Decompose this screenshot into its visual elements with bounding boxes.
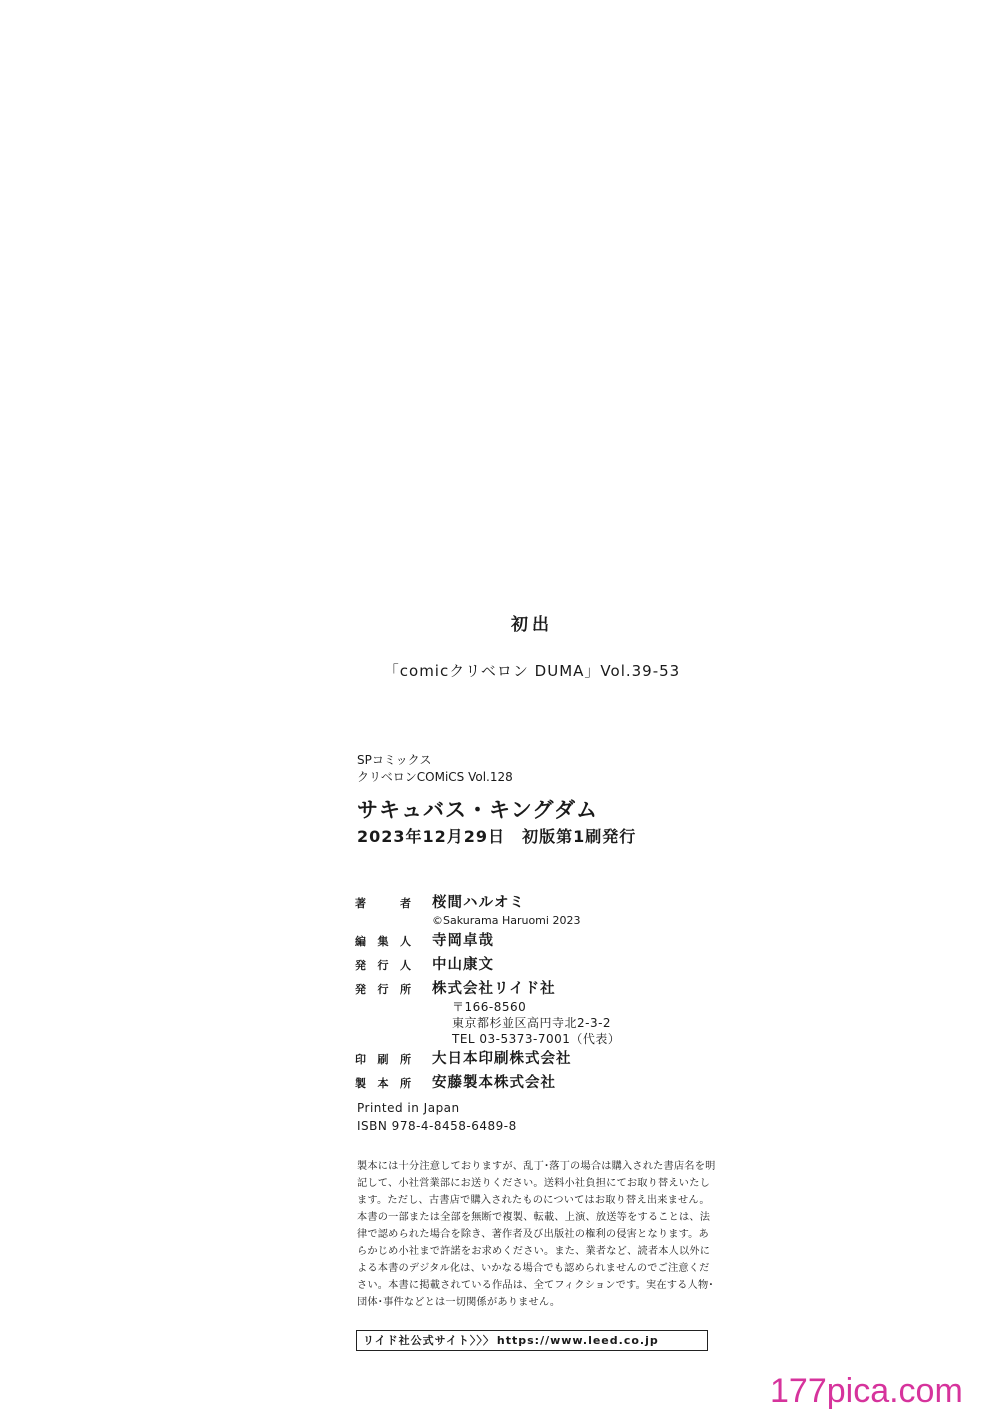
- credit-row-issuer: [355, 952, 685, 976]
- credit-row-author: [355, 890, 685, 914]
- series-line-1: SPコミックス: [357, 753, 432, 767]
- publisher-address: 東京都杉並区高円寺北2-3-2: [452, 1016, 612, 1030]
- publication-date: 2023年12月29日 初版第1刷発行: [357, 827, 637, 846]
- credits-block-3: [355, 1046, 685, 1094]
- author-name: 桜間ハルオミ: [432, 895, 525, 911]
- editor-label: 編 集 人: [355, 935, 411, 948]
- legal-notice: 製本には十分注意しておりますが、乱丁･落丁の場合は購入された書店名を明記して、小社営業部にお送りください。送料小社負担にてお取り替えいたします。ただし、古書店で購入されたものについてはお取り替え出来ません。本書の一部または全部を無断で複製、転載、上演、放送等をすることは、法律で認められた場合を除き、著作者及び出版社の権利の侵害となります。あらかじめ小社まで許諾をお求めください。また、業者など、読者本人以外による本書のデジタル化は、いかなる場合でも認められませんのでご注意ください。本書に掲載されている作品は、全てフィクションです。実在する人物･団体･事件などとは一切関係がありません。: [357, 1161, 716, 1308]
- binder-label: 製 本 所: [355, 1077, 411, 1090]
- credit-row-publisher: [355, 976, 685, 1000]
- copyright-line: ©Sakurama Haruomi 2023: [432, 914, 581, 927]
- website-url[interactable]: https://www.leed.co.jp: [496, 1334, 659, 1347]
- issuer-label: 発 行 人: [355, 959, 411, 972]
- watermark: 177pica.com: [770, 1372, 963, 1410]
- series-line-2: クリベロンCOMiCS Vol.128: [357, 770, 513, 784]
- publisher-name: 株式会社リイド社: [432, 981, 556, 997]
- credits-block: [355, 890, 685, 914]
- publisher-tel: TEL 03-5373-7001（代表）: [452, 1032, 621, 1046]
- credit-row-binder: [355, 1070, 685, 1094]
- website-link[interactable]: [356, 1330, 708, 1351]
- editor-name: 寺岡卓哉: [432, 933, 494, 949]
- isbn-line: ISBN 978-4-8458-6489-8: [357, 1119, 517, 1133]
- publisher-label: 発 行 所: [355, 983, 411, 996]
- credit-row-editor: [355, 928, 685, 952]
- printer-name: 大日本印刷株式会社: [432, 1051, 572, 1067]
- credits-block-2: [355, 928, 685, 1000]
- first-appearance-heading: 初出: [511, 615, 553, 635]
- author-label: 著 者: [355, 897, 411, 910]
- website-label: リイド社公式サイト〉〉〉: [363, 1334, 495, 1347]
- book-title: サキュバス・キングダム: [357, 798, 598, 822]
- printed-in-line: Printed in Japan: [357, 1101, 460, 1115]
- issuer-name: 中山康文: [432, 957, 494, 973]
- printer-label: 印 刷 所: [355, 1053, 411, 1066]
- credit-row-printer: [355, 1046, 685, 1070]
- publisher-postal-code: 〒166-8560: [452, 1000, 527, 1014]
- binder-name: 安藤製本株式会社: [432, 1075, 556, 1091]
- first-appearance-source: 「comicクリベロン DUMA」Vol.39-53: [383, 662, 681, 680]
